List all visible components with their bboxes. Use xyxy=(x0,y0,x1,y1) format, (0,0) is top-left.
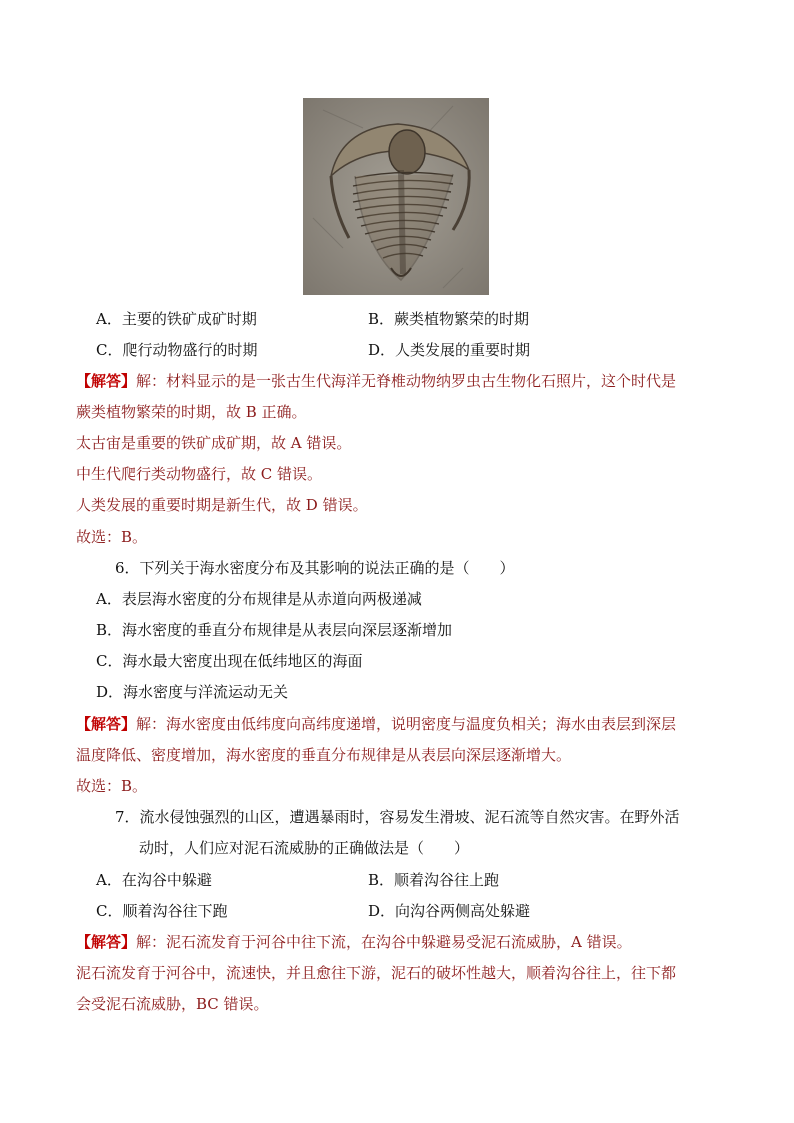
q5-option-b: B．蕨类植物繁荣的时期 xyxy=(368,310,530,328)
q6-option-d: D．海水密度与洋流运动无关 xyxy=(96,683,289,701)
answer-tag: 【解答】 xyxy=(76,372,137,390)
q5-answer-line-2: 蕨类植物繁荣的时期，故 B 正确。 xyxy=(76,403,307,421)
q7-option-c: C．顺着沟谷往下跑 xyxy=(96,902,228,920)
q7-option-b: B．顺着沟谷往上跑 xyxy=(368,871,500,889)
q5-answer-select: 故选：B。 xyxy=(76,528,148,546)
q7-stem-line-1: 7．流水侵蚀强烈的山区，遭遇暴雨时，容易发生滑坡、泥石流等自然灾害。在野外活 xyxy=(115,808,680,826)
q7-answer-line-3: 会受泥石流威胁，BC 错误。 xyxy=(76,995,269,1013)
q6-option-c: C．海水最大密度出现在低纬地区的海面 xyxy=(96,652,363,670)
q7-option-a: A．在沟谷中躲避 xyxy=(96,871,212,889)
q5-option-c: C．爬行动物盛行的时期 xyxy=(96,341,258,359)
q5-answer-line-3: 太古宙是重要的铁矿成矿期，故 A 错误。 xyxy=(76,434,352,452)
q5-option-a: A．主要的铁矿成矿时期 xyxy=(96,310,257,328)
q6-option-b: B．海水密度的垂直分布规律是从表层向深层逐渐增加 xyxy=(96,621,453,639)
q7-answer-line-1 xyxy=(76,932,632,952)
q5-answer-line-5: 人类发展的重要时期是新生代，故 D 错误。 xyxy=(76,496,368,514)
q7-answer-line-2: 泥石流发育于河谷中，流速快，并且愈往下游，泥石的破坏性越大，顺着沟谷往上，往下都 xyxy=(76,964,677,982)
answer-tag: 【解答】 xyxy=(76,933,137,951)
q7-option-d: D．向沟谷两侧高处躲避 xyxy=(368,902,531,920)
q6-option-a: A．表层海水密度的分布规律是从赤道向两极递减 xyxy=(96,590,422,608)
answer-text: 解：泥石流发育于河谷中往下流，在沟谷中躲避易受泥石流威胁，A 错误。 xyxy=(136,933,632,951)
answer-tag: 【解答】 xyxy=(76,715,137,733)
answer-text: 解：海水密度由低纬度向高纬度递增，说明密度与温度负相关；海水由表层到深层 xyxy=(136,715,677,733)
q6-answer-line-1 xyxy=(76,714,676,734)
trilobite-fossil-image xyxy=(303,98,489,295)
q5-answer-line-1 xyxy=(76,371,676,391)
q6-stem: 6．下列关于海水密度分布及其影响的说法正确的是（ ） xyxy=(115,559,515,577)
q5-option-d: D．人类发展的重要时期 xyxy=(368,341,531,359)
q7-stem-line-2: 动时，人们应对泥石流威胁的正确做法是（ ） xyxy=(139,839,470,857)
answer-text: 解：材料显示的是一张古生代海洋无脊椎动物纳罗虫古生物化石照片，这个时代是 xyxy=(136,372,677,390)
q5-answer-line-4: 中生代爬行类动物盛行，故 C 错误。 xyxy=(76,465,323,483)
q6-answer-line-2: 温度降低、密度增加，海水密度的垂直分布规律是从表层向深层逐渐增大。 xyxy=(76,746,572,764)
q6-answer-select: 故选：B。 xyxy=(76,777,148,795)
